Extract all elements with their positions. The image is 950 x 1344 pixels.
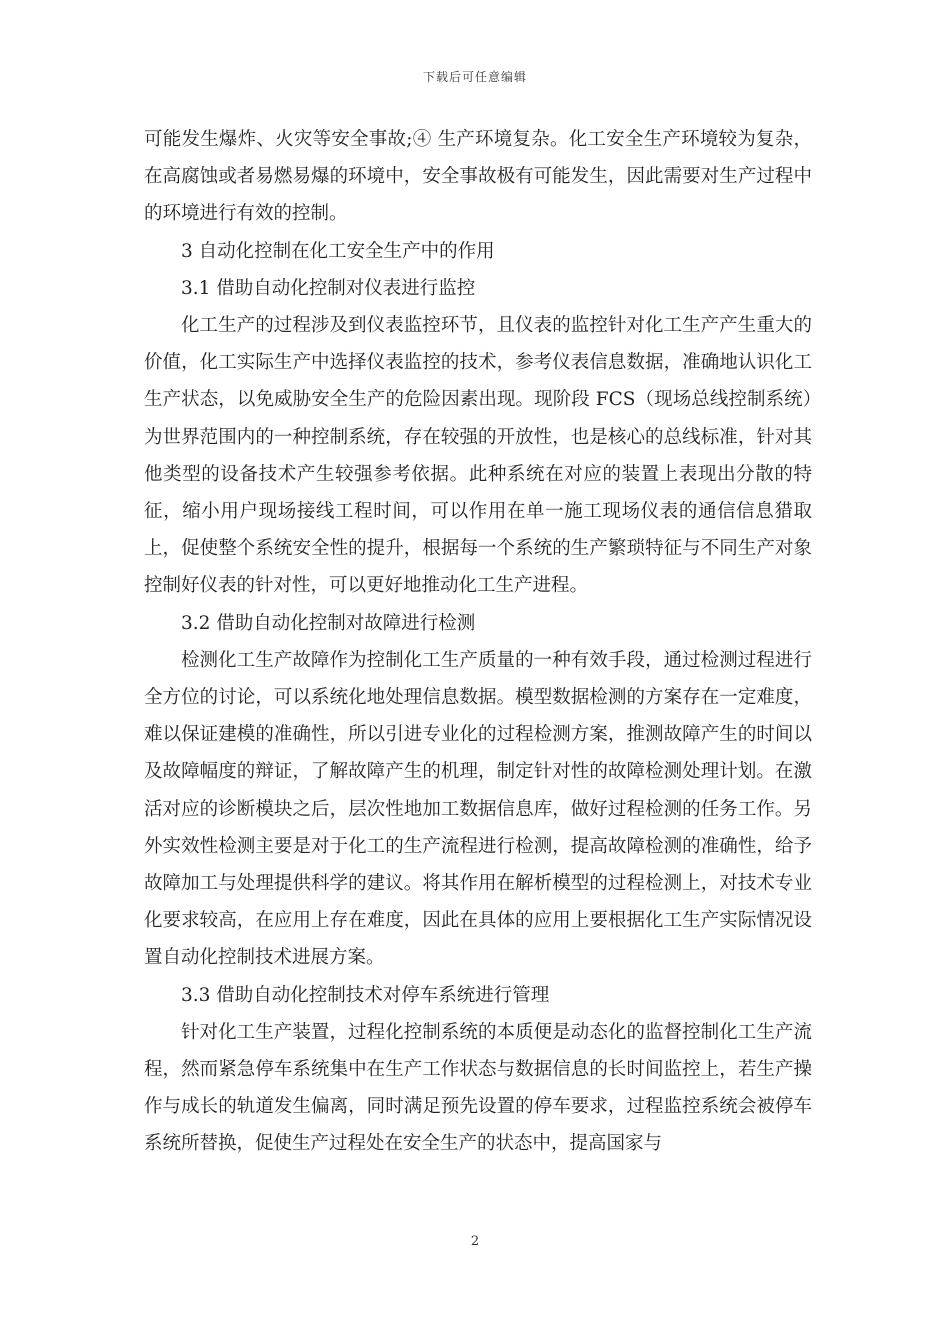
page-number: 2: [470, 1234, 480, 1249]
paragraph-fault-detection: 检测化工生产故障作为控制化工生产质量的一种有效手段，通过检测过程进行全方位的讨论，可以系统化地处理信息数据。模型数据检测的方案存在一定难度，难以保证建模的准确性，所以引进专业化的过程检测方案，推测故障产生的时间以及故障幅度的辩证，了解故障产生的机理，制定针对性的故障检测处理计划。在激活对应的诊断模块之后，层次性地加工数据信息库，做好过程检测的任务工作。另外实效性检测主要是对于化工的生产流程进行检测，提高故障检测的准确性，给予故障加工与处理提供科学的建议。将其作用在解析模型的过程检测上，对技术专业化要求较高，在应用上存在难度，因此在具体的应用上要根据化工生产实际情况设置自动化控制技术进展方案。: [144, 649, 812, 969]
section-heading-3: 3 自动化控制在化工安全生产中的作用: [181, 240, 495, 262]
paragraph-continuation: 可能发生爆炸、火灾等安全事故;④ 生产环境复杂。化工安全生产环境较为复杂，在高腐蚀或者易燃易爆的环境中，安全事故极有可能发生，因此需要对生产过程中的环境进行有效的控制。: [144, 129, 812, 225]
paragraph-shutdown-system: 针对化工生产装置，过程化控制系统的本质便是动态化的监督控制化工生产流程，然而紧急停车系统集中在生产工作状态与数据信息的长时间监控上，若生产操作与成长的轨道发生偏离，同时满足预先设置的停车要求，过程监控系统会被停车系统所替换，促使生产过程处在安全生产的状态中，提高国家与: [144, 1021, 812, 1155]
header-note: 下载后可任意编辑: [422, 70, 527, 84]
subsection-heading-3-2: 3.2 借助自动化控制对故障进行检测: [181, 612, 476, 634]
subsection-heading-3-3: 3.3 借助自动化控制技术对停车系统进行管理: [181, 984, 550, 1006]
body-text: [144, 121, 812, 1163]
subsection-heading-3-1: 3.1 借助自动化控制对仪表进行监控: [181, 277, 476, 299]
paragraph-instrument-monitoring: 化工生产的过程涉及到仪表监控环节，且仪表的监控针对化工生产产生重大的价值，化工实际生产中选择仪表监控的技术，参考仪表信息数据，准确地认识化工生产状态，以免威胁安全生产的危险因素出现。现阶段 FCS（现场总线控制系统）为世界范围内的一种控制系统，存在较强的开放性，也是核心的总线标准，针对其他类型的设备技术产生较强参考依据。此种系统在对应的装置上表现出分散的特征，缩小用户现场接线工程时间，可以作用在单一施工现场仪表的通信信息猎取上，促使整个系统安全性的提升，根据每一个系统的生产繁琐特征与不同生产对象控制好仪表的针对性，可以更好地推动化工生产进程。: [144, 315, 812, 597]
